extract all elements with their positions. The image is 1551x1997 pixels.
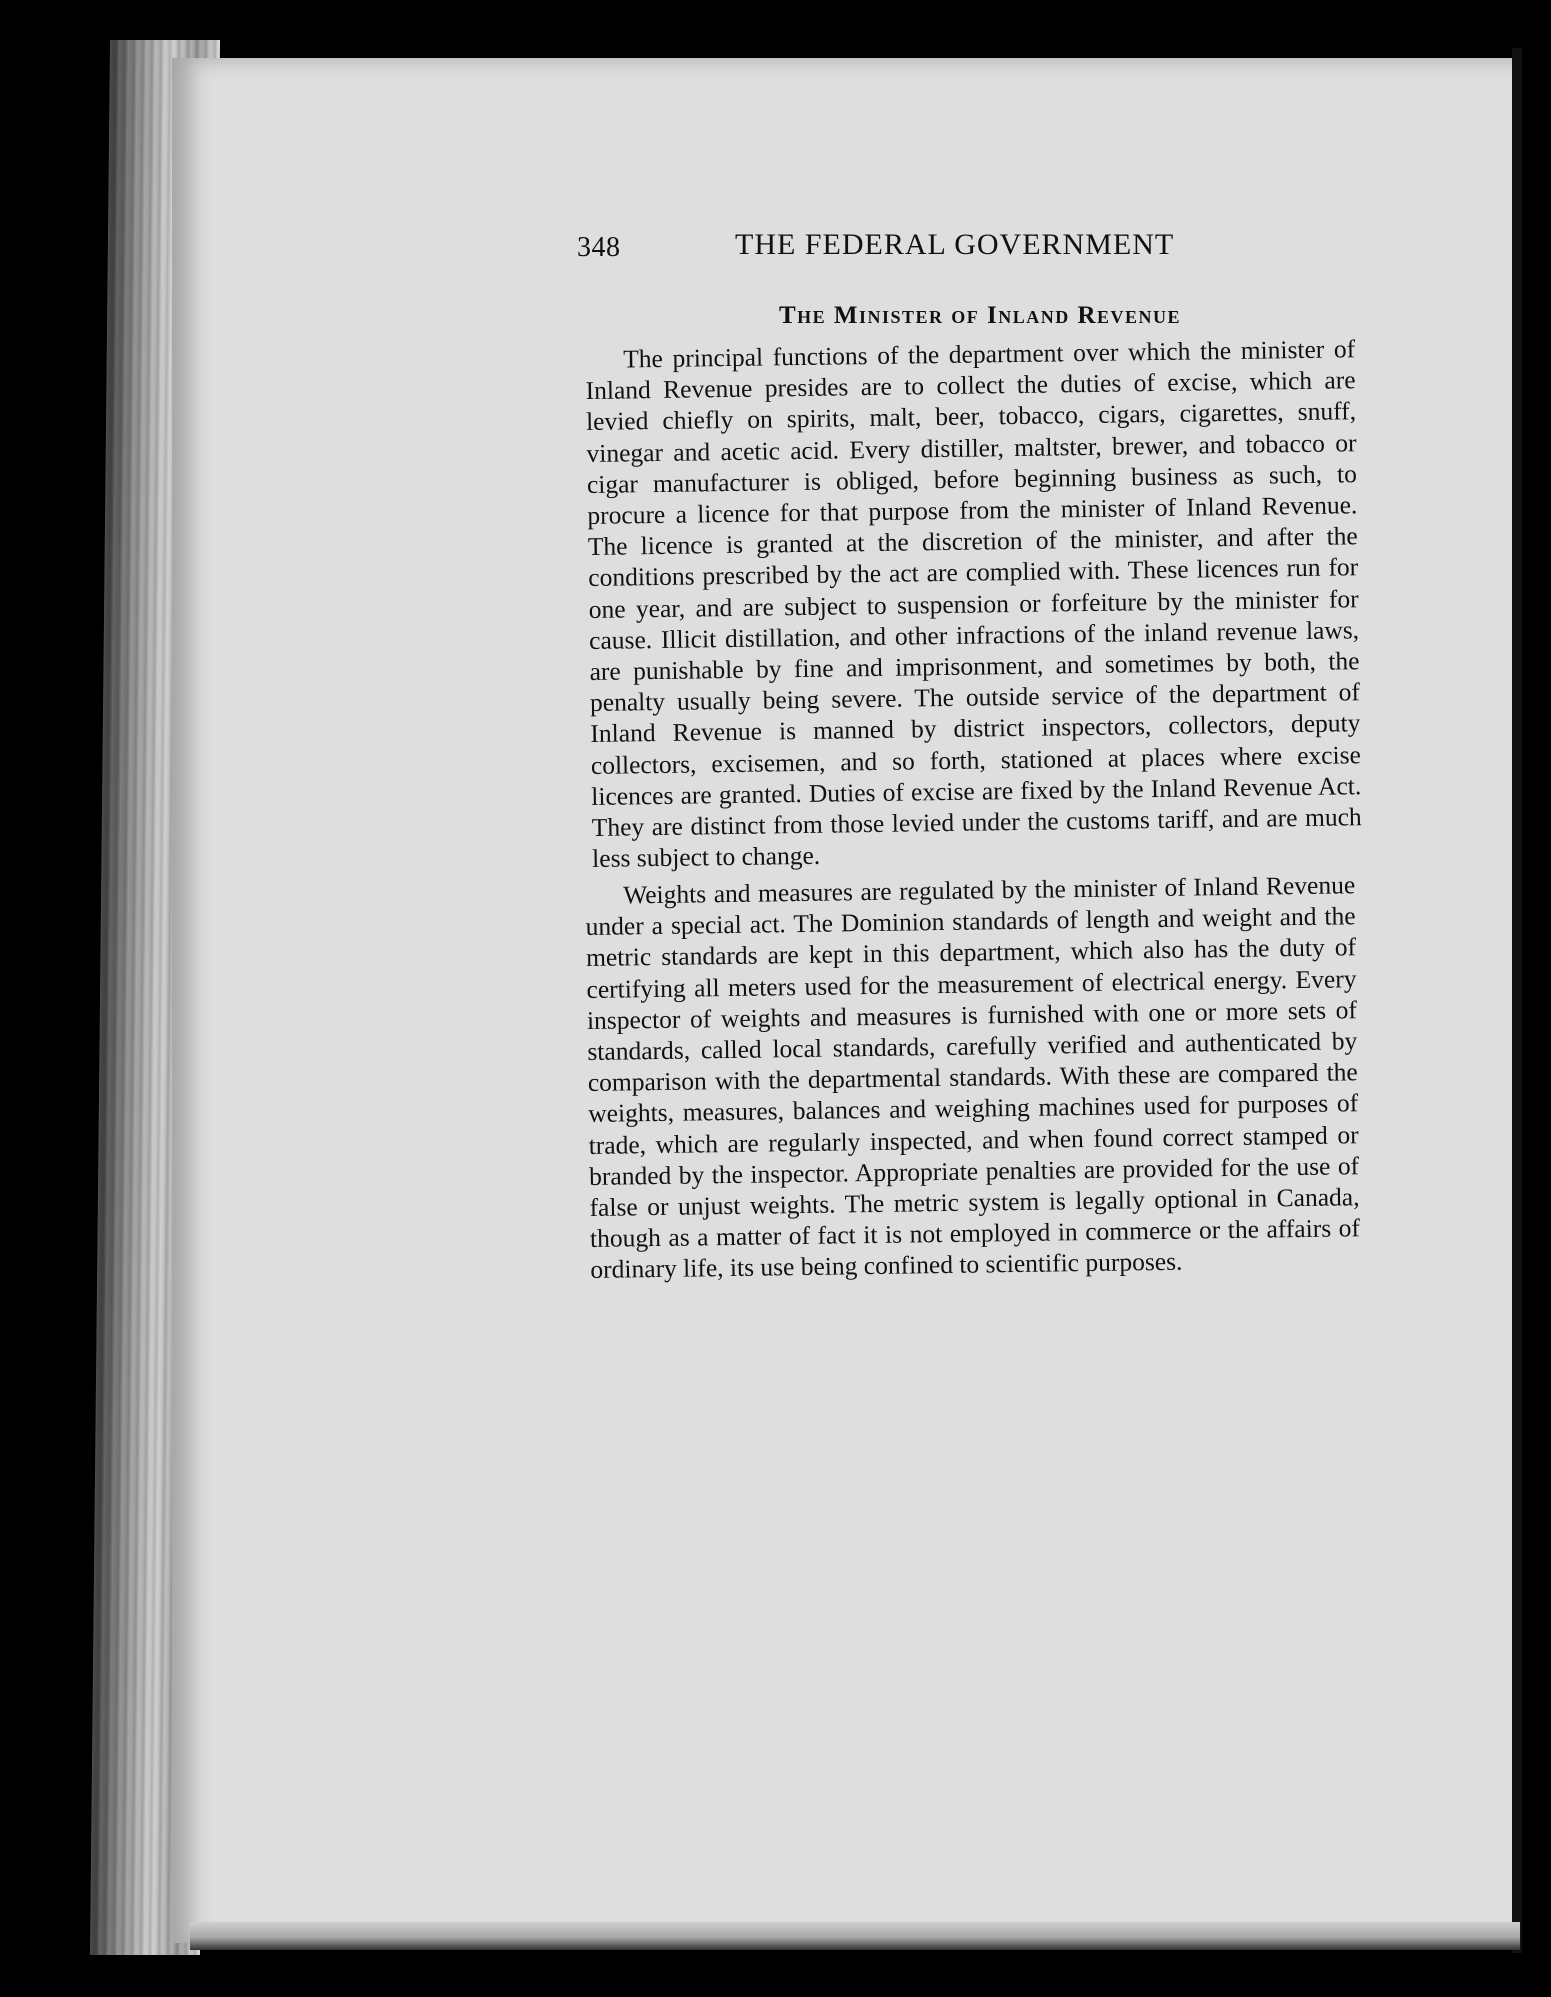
paragraph-weights-measures: Weights and measures are regulated by the minister of Inland Revenue under a special act. The Dominion standards of length and weight and the metric standards are kept in this department, which also has the duty of certifying all meters used for the measurement of electrical energy. Every inspector of weights and measures is furnished with one or more sets of standards, called local standards, carefully verified and authenticated by comparison with the departmental standards. With these are compared the weights, measures, balances and weighing machines used for purposes of trade, which are regularly inspected, and when found correct stamped or branded by the inspector. Appropriate penalties are provided for the use of false or unjust weights. The metric system is legally optional in Canada, though as a matter of fact it is not employed in commerce or the affairs of ordinary life, its use being confined to scientific purposes.	[585, 870, 1361, 1285]
paragraph-inland-revenue: The principal functions of the department over which the minister of Inland Revenue presides are to collect the duties of excise, which are levied chiefly on spirits, malt, beer, tobacco, cigars, cigarettes, snuff, vinegar and acetic acid. Every distiller, maltster, brewer, and tobacco or cigar manufacturer is obliged, before beginning business as such, to procure a licence for that purpose from the minister of Inland Revenue. The licence is granted at the discretion of the minister, and after the conditions prescribed by the act are complied with. These licences run for one year, and are subject to suspension or forfeiture by the minister for cause. Illicit distillation, and other infractions of the inland revenue laws, are punishable by fine and imprisonment, and sometimes by both, the penalty usually being severe. The outside service of the department of Inland Revenue is manned by district inspectors, collectors, deputy collectors, excisemen, and so forth, stationed at places where excise licences are granted. Duties of excise are fixed by the Inland Revenue Act. They are distinct from those levied under the customs tariff, and are much less subject to change.	[585, 334, 1362, 874]
running-head	[577, 228, 1355, 272]
running-title: THE FEDERAL GOVERNMENT	[735, 228, 1175, 261]
page-number: 348	[577, 232, 621, 263]
facing-page-edge	[1512, 48, 1522, 1953]
page-bottom-edge	[190, 1922, 1520, 1950]
section-title: The Minister of Inland Revenue	[778, 302, 1182, 329]
page-content	[577, 228, 1362, 1286]
